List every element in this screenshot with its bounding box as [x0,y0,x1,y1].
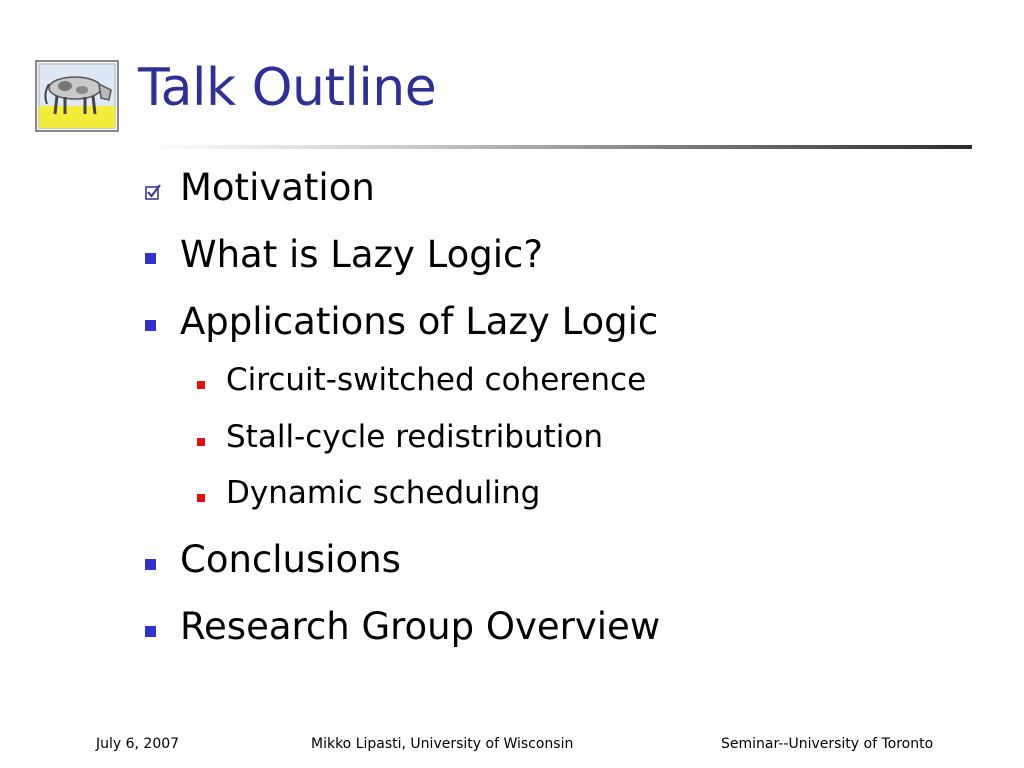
square-bullet-icon [145,626,156,637]
footer-author: Mikko Lipasti, University of Wisconsin [311,736,574,752]
cow-logo-icon [35,60,119,132]
title-divider [138,145,972,149]
square-bullet-icon [197,494,205,502]
outline-subitem-stall-cycle: Stall-cycle redistribution [226,419,604,455]
square-bullet-icon [145,253,156,264]
outline-item-applications: Applications of Lazy Logic [180,300,659,343]
square-bullet-icon [197,438,205,446]
outline-subitem-dynamic-scheduling: Dynamic scheduling [226,475,541,511]
footer-date: July 6, 2007 [96,736,180,752]
square-bullet-icon [145,559,156,570]
outline-item-lazy-logic: What is Lazy Logic? [180,233,544,276]
outline-subitem-circuit-switched: Circuit-switched coherence [226,362,647,398]
outline-item-research-group: Research Group Overview [180,605,661,648]
footer-venue: Seminar--University of Toronto [721,736,934,752]
outline-item-motivation: Motivation [180,166,375,209]
square-bullet-icon [145,320,156,331]
outline-item-conclusions: Conclusions [180,538,401,581]
square-bullet-icon [197,381,205,389]
checkbox-checked-icon [145,184,161,200]
slide-title: Talk Outline [138,58,437,118]
